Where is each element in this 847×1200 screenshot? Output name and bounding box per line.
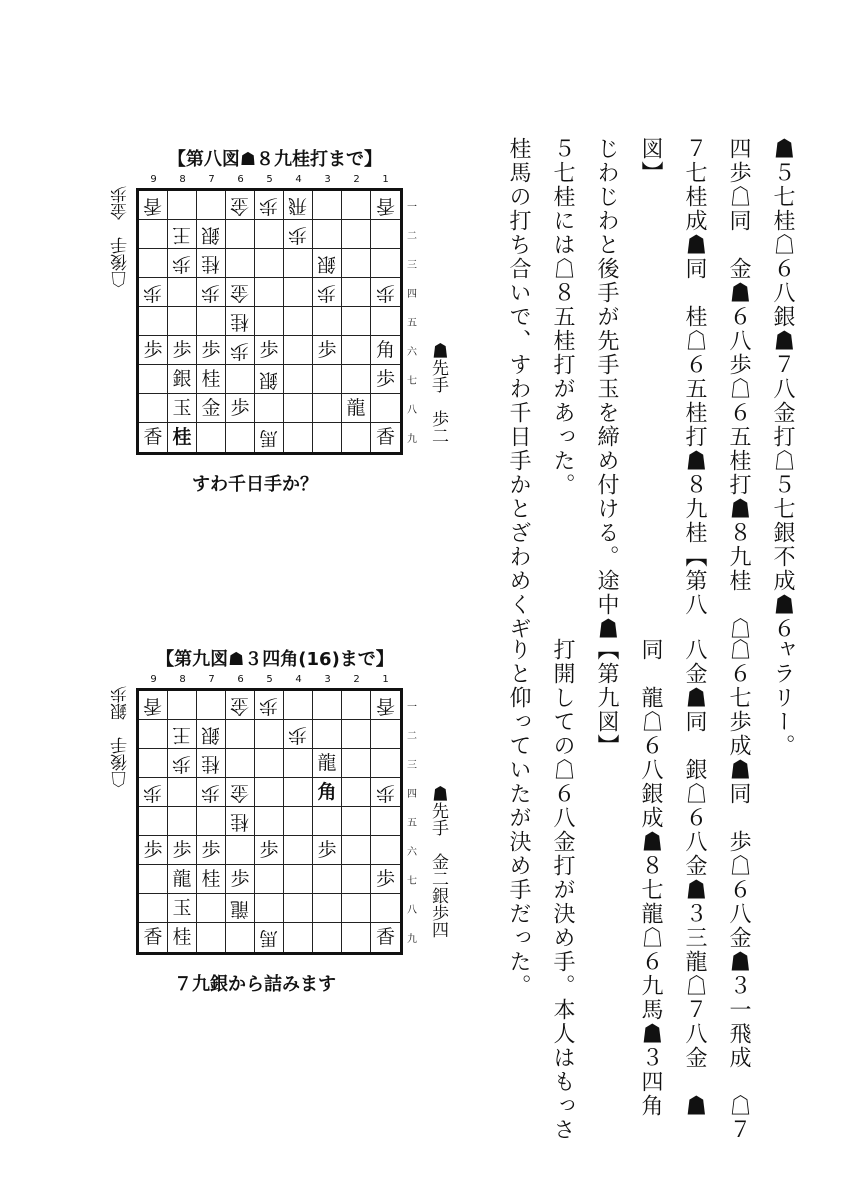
board-square — [255, 394, 284, 423]
board-square — [284, 865, 313, 894]
board-square — [168, 191, 197, 220]
board-square — [342, 394, 371, 423]
board-square — [255, 307, 284, 336]
shogi-piece: 香 — [143, 426, 163, 448]
board-square — [139, 691, 168, 720]
board-square — [168, 778, 197, 807]
shogi-piece: 金 — [230, 694, 250, 717]
board-square — [255, 807, 284, 836]
board-square — [342, 220, 371, 249]
file-label: 7 — [208, 174, 215, 185]
board-square — [139, 836, 168, 865]
board-square — [197, 865, 226, 894]
shogi-piece: 角 — [375, 338, 395, 361]
board-square — [226, 220, 255, 249]
shogi-piece: 桂 — [230, 810, 250, 833]
board-square — [255, 836, 284, 865]
board-square — [168, 923, 197, 952]
board-square — [139, 307, 168, 336]
board-square — [313, 720, 342, 749]
board-square — [197, 923, 226, 952]
commentary-upper — [496, 137, 804, 641]
rank-label: 七 — [407, 876, 417, 887]
file-label: 1 — [382, 174, 389, 185]
text-line: ☗５七桂☖６八銀☗７八金打☖５七銀不成☗６ — [770, 137, 795, 641]
shogi-piece: 龍 — [172, 867, 192, 890]
board-square — [255, 336, 284, 365]
shogi-piece: 香 — [375, 694, 395, 717]
board-square — [197, 749, 226, 778]
shogi-piece: 金 — [201, 396, 221, 419]
board-square — [371, 865, 400, 894]
shogi-piece: 歩 — [230, 396, 250, 419]
shogi-piece: 歩 — [259, 694, 279, 717]
rank-label: 四 — [407, 289, 417, 300]
board-square — [284, 423, 313, 452]
file-label: 2 — [353, 674, 360, 685]
board-square — [284, 720, 313, 749]
file-label: 6 — [237, 174, 244, 185]
shogi-piece: 馬 — [259, 427, 279, 449]
board-square — [255, 365, 284, 394]
board-square — [226, 394, 255, 423]
board-square — [342, 836, 371, 865]
board-square — [342, 923, 371, 952]
text-line: 【第九図】 — [594, 638, 619, 758]
text-line: ５七桂には☖８五桂打があった。 — [550, 137, 575, 497]
board-square — [284, 336, 313, 365]
shogi-piece: 桂 — [172, 926, 192, 948]
board-square — [226, 865, 255, 894]
board-square — [371, 307, 400, 336]
board-square — [313, 307, 342, 336]
board-square — [197, 336, 226, 365]
text-line: 図】 — [638, 137, 663, 185]
board-square — [197, 423, 226, 452]
board-square — [313, 365, 342, 394]
board-square — [313, 191, 342, 220]
board-square — [226, 720, 255, 749]
board-square — [168, 749, 197, 778]
shogi-piece: 香 — [143, 694, 163, 717]
board-square — [313, 691, 342, 720]
board-square — [342, 278, 371, 307]
shogi-piece: 龍 — [230, 897, 250, 920]
text-line: 桂馬の打ち合いで、すわ千日手かとざわめくギ — [506, 137, 531, 641]
file-label: 6 — [237, 674, 244, 685]
shogi-piece: 歩 — [143, 781, 163, 804]
board-square — [197, 807, 226, 836]
shogi-piece: 歩 — [230, 867, 250, 890]
board-square — [284, 220, 313, 249]
board-square — [342, 749, 371, 778]
board-square — [197, 278, 226, 307]
board-square — [284, 191, 313, 220]
file-label: 4 — [295, 674, 302, 685]
board-square — [226, 307, 255, 336]
diagram-9 — [100, 640, 450, 1000]
shogi-piece: 香 — [375, 194, 395, 217]
board-square — [139, 336, 168, 365]
shogi-piece: 角 — [317, 780, 337, 803]
file-label: 4 — [295, 174, 302, 185]
board-square — [371, 336, 400, 365]
board-square — [168, 336, 197, 365]
shogi-piece: 桂 — [230, 310, 250, 333]
board-square — [226, 836, 255, 865]
board-square — [284, 807, 313, 836]
board-square — [168, 894, 197, 923]
shogi-piece: 銀 — [317, 252, 337, 275]
shogi-piece: 龍 — [346, 396, 366, 419]
text-line: りと仰っていたが決め手だった。 — [506, 638, 531, 998]
shogi-piece: 飛 — [288, 194, 308, 217]
diagram-caption: すわ千日手か？ — [192, 474, 318, 495]
board-square — [313, 394, 342, 423]
board-square — [226, 778, 255, 807]
board-square — [284, 249, 313, 278]
rank-label: 六 — [407, 347, 417, 358]
shogi-piece: 銀 — [172, 367, 192, 390]
board-square — [197, 220, 226, 249]
shogi-piece: 桂 — [201, 367, 221, 390]
shogi-piece: 桂 — [201, 867, 221, 890]
shogi-piece: 歩 — [259, 838, 279, 861]
board-square — [342, 365, 371, 394]
board-square — [139, 720, 168, 749]
shogi-piece: 馬 — [259, 927, 279, 949]
board-square — [255, 865, 284, 894]
board-square — [197, 894, 226, 923]
board-square — [371, 278, 400, 307]
board-square — [139, 807, 168, 836]
shogi-piece: 香 — [143, 194, 163, 217]
board-square — [371, 220, 400, 249]
board-square — [284, 836, 313, 865]
board-square — [371, 836, 400, 865]
board-square — [255, 923, 284, 952]
board-square — [168, 720, 197, 749]
text-line: 打開しての☖６八金打が決め手。本人はもっさ — [550, 638, 575, 1142]
rank-label: 一 — [407, 202, 417, 213]
rank-label: 四 — [407, 789, 417, 800]
shogi-piece: 歩 — [375, 281, 395, 304]
rank-label: 九 — [407, 434, 417, 445]
shogi-piece: 歩 — [288, 723, 308, 746]
file-label: 9 — [150, 174, 157, 185]
board-square — [342, 778, 371, 807]
gote-hand: ☖後手 金歩 — [111, 186, 131, 288]
board-square — [139, 423, 168, 452]
file-label: 7 — [208, 674, 215, 685]
rank-label: 六 — [407, 847, 417, 858]
board-square — [255, 749, 284, 778]
board-square — [197, 394, 226, 423]
board-square — [168, 365, 197, 394]
rank-label: 二 — [407, 731, 417, 742]
board-square — [168, 278, 197, 307]
board-square — [371, 423, 400, 452]
rank-label: 八 — [407, 905, 417, 916]
text-line: 同 龍☖６八銀成☗８七龍☖６九馬☗３四角 — [638, 638, 663, 1118]
board-square — [313, 894, 342, 923]
board-square — [168, 423, 197, 452]
board-square — [226, 691, 255, 720]
board-square — [139, 865, 168, 894]
board-square — [371, 249, 400, 278]
board-square — [226, 336, 255, 365]
board-square — [226, 423, 255, 452]
board-square — [371, 365, 400, 394]
board-square — [371, 691, 400, 720]
shogi-piece: 歩 — [317, 838, 337, 861]
board-square — [226, 807, 255, 836]
board-square — [313, 923, 342, 952]
shogi-piece: 玉 — [172, 896, 192, 919]
board-square — [371, 191, 400, 220]
board-square — [313, 807, 342, 836]
board-square — [313, 423, 342, 452]
board-square — [255, 191, 284, 220]
shogi-piece: 王 — [172, 723, 192, 746]
shogi-piece: 歩 — [172, 838, 192, 861]
board-square — [226, 191, 255, 220]
rank-label: 七 — [407, 376, 417, 387]
sente-hand: ☗先手 金二銀歩四 — [428, 785, 448, 938]
board-square — [168, 249, 197, 278]
board-square — [255, 778, 284, 807]
shogi-piece: 歩 — [259, 194, 279, 217]
shogi-piece: 銀 — [259, 368, 279, 391]
board-square — [168, 865, 197, 894]
board-square — [226, 249, 255, 278]
board-square — [342, 807, 371, 836]
shogi-piece: 桂 — [201, 252, 221, 275]
shogi-board — [136, 188, 403, 455]
board-square — [255, 691, 284, 720]
shogi-piece: 香 — [375, 926, 395, 948]
shogi-piece: 金 — [230, 281, 250, 304]
board-square — [197, 720, 226, 749]
board-square — [226, 923, 255, 952]
diagram-caption: ７九銀から詰みます — [174, 974, 336, 995]
shogi-piece: 歩 — [201, 281, 221, 304]
commentary-lower — [496, 638, 804, 1142]
board-square — [168, 836, 197, 865]
file-label: 9 — [150, 674, 157, 685]
board-square — [284, 394, 313, 423]
shogi-piece: 歩 — [143, 338, 163, 361]
board-square — [342, 307, 371, 336]
board-square — [139, 220, 168, 249]
shogi-piece: 歩 — [375, 867, 395, 890]
shogi-piece: 歩 — [288, 223, 308, 246]
board-square — [139, 394, 168, 423]
board-square — [284, 749, 313, 778]
board-square — [342, 691, 371, 720]
text-line: じわじわと後手が先手玉を締め付ける。途中☗ — [594, 137, 619, 641]
board-square — [284, 278, 313, 307]
board-square — [197, 191, 226, 220]
shogi-piece: 龍 — [317, 751, 337, 774]
shogi-piece: 香 — [143, 926, 163, 948]
file-label: 1 — [382, 674, 389, 685]
sente-hand: ☗先手 歩二 — [428, 342, 448, 444]
shogi-piece: 歩 — [375, 781, 395, 804]
diagram-title: 【第八図☗８九桂打まで】 — [167, 149, 383, 170]
shogi-piece: 歩 — [317, 338, 337, 361]
board-square — [313, 836, 342, 865]
rank-label: 八 — [407, 405, 417, 416]
shogi-piece: 歩 — [201, 338, 221, 361]
shogi-board — [136, 688, 403, 955]
board-square — [139, 894, 168, 923]
board-square — [284, 307, 313, 336]
board-square — [168, 307, 197, 336]
board-square — [168, 691, 197, 720]
board-square — [168, 394, 197, 423]
board-square — [313, 278, 342, 307]
shogi-piece: 歩 — [317, 281, 337, 304]
board-square — [139, 278, 168, 307]
shogi-piece: 金 — [230, 781, 250, 804]
board-square — [342, 191, 371, 220]
rank-label: 五 — [407, 318, 417, 329]
board-square — [371, 394, 400, 423]
shogi-piece: 香 — [375, 426, 395, 448]
board-square — [226, 894, 255, 923]
board-square — [313, 336, 342, 365]
board-square — [255, 894, 284, 923]
board-square — [255, 278, 284, 307]
text-line: 四歩☖同 金☗６八歩☖６五桂打☗８九桂 ☖ — [726, 137, 751, 641]
board-square — [313, 220, 342, 249]
shogi-piece: 歩 — [230, 339, 250, 362]
board-square — [342, 720, 371, 749]
rank-label: 一 — [407, 702, 417, 713]
board-square — [371, 720, 400, 749]
board-square — [371, 894, 400, 923]
board-square — [255, 720, 284, 749]
shogi-piece: 歩 — [143, 838, 163, 861]
board-square — [197, 836, 226, 865]
board-square — [197, 249, 226, 278]
rank-label: 二 — [407, 231, 417, 242]
shogi-piece: 歩 — [172, 752, 192, 775]
board-square — [226, 278, 255, 307]
shogi-piece: 歩 — [375, 367, 395, 390]
file-label: 3 — [324, 674, 331, 685]
board-square — [197, 365, 226, 394]
board-square — [255, 220, 284, 249]
board-square — [342, 423, 371, 452]
board-square — [197, 778, 226, 807]
shogi-piece: 金 — [230, 194, 250, 217]
board-square — [284, 923, 313, 952]
board-square — [371, 749, 400, 778]
file-label: 3 — [324, 174, 331, 185]
board-square — [313, 749, 342, 778]
board-square — [168, 220, 197, 249]
file-label: 2 — [353, 174, 360, 185]
file-label: 5 — [266, 174, 273, 185]
diagram-8 — [100, 140, 450, 500]
gote-hand: ☖後手 銀歩 — [111, 686, 131, 788]
shogi-piece: 歩 — [201, 781, 221, 804]
board-square — [255, 423, 284, 452]
board-square — [139, 778, 168, 807]
board-square — [313, 249, 342, 278]
shogi-piece: 王 — [172, 223, 192, 246]
shogi-piece: 歩 — [172, 338, 192, 361]
board-square — [139, 923, 168, 952]
board-square — [139, 249, 168, 278]
file-label: 5 — [266, 674, 273, 685]
board-square — [226, 365, 255, 394]
text-line: ☖６七歩成☗同 歩☖６八金☗３一飛成 ☖７ — [726, 638, 751, 1142]
board-square — [371, 807, 400, 836]
file-label: 8 — [179, 174, 186, 185]
board-square — [197, 307, 226, 336]
text-line: ャラリー。 — [770, 638, 795, 758]
text-line: 八金☗同 銀☖６八金☗３三龍☖７八金 ☗ — [682, 638, 707, 1118]
shogi-piece: 桂 — [172, 426, 192, 448]
board-square — [139, 749, 168, 778]
board-square — [197, 691, 226, 720]
shogi-piece: 歩 — [143, 281, 163, 304]
text-line: ７七桂成☗同 桂☖６五桂打☗８九桂【第八 — [682, 137, 707, 617]
rank-label: 九 — [407, 934, 417, 945]
shogi-piece: 歩 — [259, 338, 279, 361]
shogi-piece: 玉 — [172, 396, 192, 419]
shogi-piece: 歩 — [201, 838, 221, 861]
board-square — [342, 865, 371, 894]
board-square — [284, 365, 313, 394]
board-square — [342, 249, 371, 278]
diagram-title: 【第九図☗３四角(16)まで】 — [156, 649, 394, 670]
board-square — [284, 894, 313, 923]
board-square — [371, 923, 400, 952]
board-square — [313, 778, 342, 807]
board-square — [284, 691, 313, 720]
shogi-piece: 銀 — [201, 723, 221, 746]
shogi-piece: 桂 — [201, 752, 221, 775]
rank-label: 三 — [407, 260, 417, 271]
shogi-piece: 歩 — [172, 252, 192, 275]
board-square — [139, 365, 168, 394]
shogi-piece: 銀 — [201, 223, 221, 246]
board-square — [168, 807, 197, 836]
rank-label: 五 — [407, 818, 417, 829]
file-label: 8 — [179, 674, 186, 685]
board-square — [139, 191, 168, 220]
rank-label: 三 — [407, 760, 417, 771]
board-square — [313, 865, 342, 894]
board-square — [342, 336, 371, 365]
board-square — [226, 749, 255, 778]
board-square — [284, 778, 313, 807]
board-square — [342, 894, 371, 923]
board-square — [255, 249, 284, 278]
board-square — [371, 778, 400, 807]
